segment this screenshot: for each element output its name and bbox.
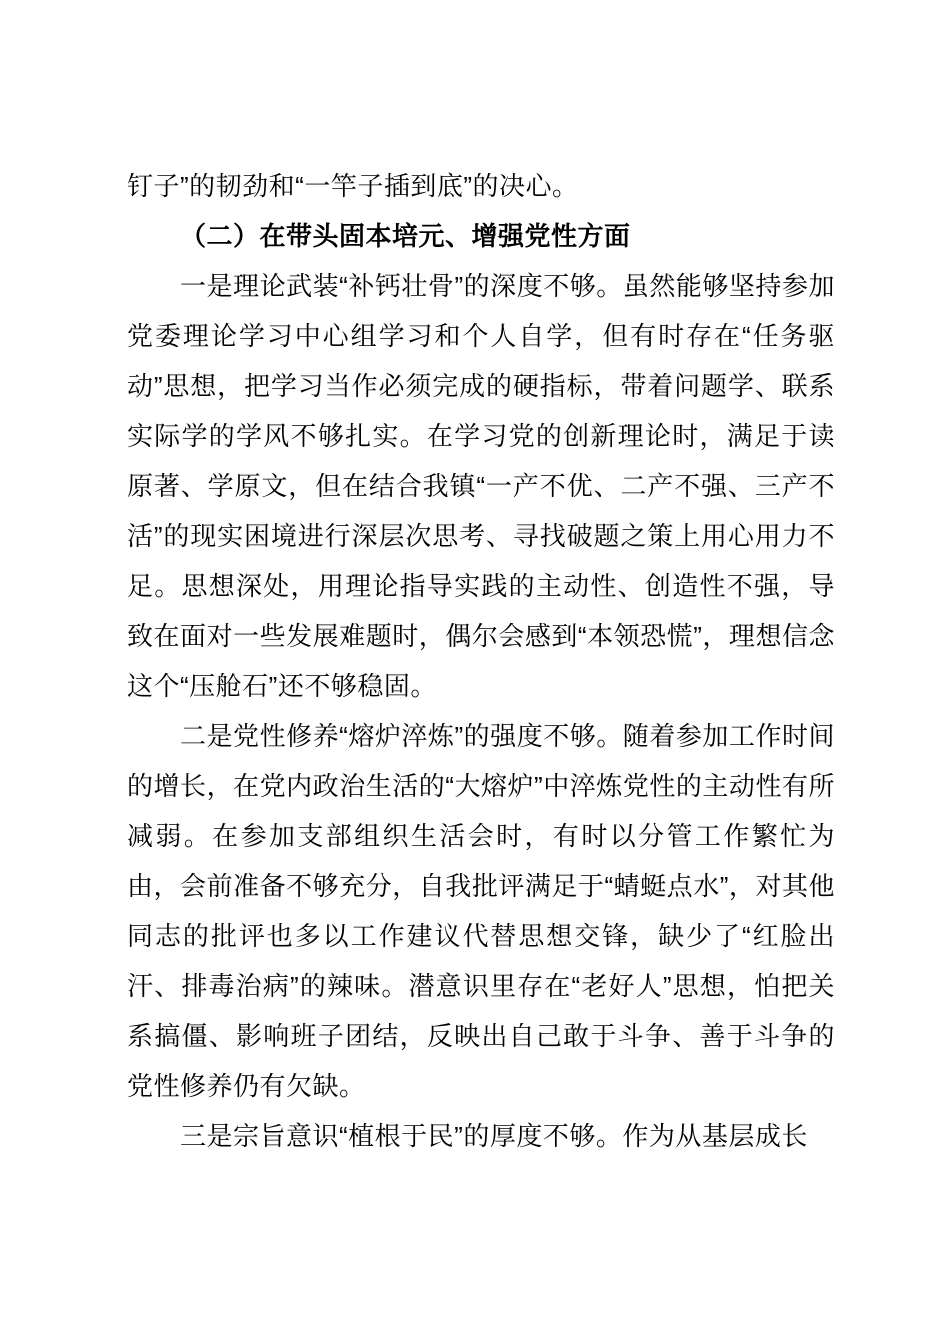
section-heading: （二）在带头固本培元、增强党性方面 bbox=[180, 221, 631, 251]
paragraph: 三是宗旨意识“植根于民”的厚度不够。作为从基层成长 bbox=[180, 1121, 808, 1151]
document-body bbox=[127, 161, 835, 1161]
paragraph: 二是党性修养“熔炉淬炼”的强度不够。随着参加工作时间的增长，在党内政治生活的“大熔炉”中淬炼党性的主动性有所减弱。在参加支部组织生活会时，有时以分管工作繁忙为由，会前准备不够充分，自我批评满足于“蜻蜓点水”，对其他同志的批评也多以工作建议代替思想交锋，缺少了“红脸出汗、排毒治病”的辣味。潜意识里存在“老好人”思想，怕把关系搞僵、影响班子团结，反映出自己敢于斗争、善于斗争的党性修养仍有欠缺。 bbox=[127, 721, 835, 1101]
paragraph: 一是理论武装“补钙壮骨”的深度不够。虽然能够坚持参加党委理论学习中心组学习和个人自学，但有时存在“任务驱动”思想，把学习当作必须完成的硬指标，带着问题学、联系实际学的学风不够扎实。在学习党的创新理论时，满足于读原著、学原文，但在结合我镇“一产不优、二产不强、三产不活”的现实困境进行深层次思考、寻找破题之策上用心用力不足。思想深处，用理论指导实践的主动性、创造性不强，导致在面对一些发展难题时，偶尔会感到“本领恐慌”，理想信念这个“压舱石”还不够稳固。 bbox=[127, 271, 835, 701]
paragraph: 钉子”的韧劲和“一竿子插到底”的决心。 bbox=[127, 171, 579, 201]
